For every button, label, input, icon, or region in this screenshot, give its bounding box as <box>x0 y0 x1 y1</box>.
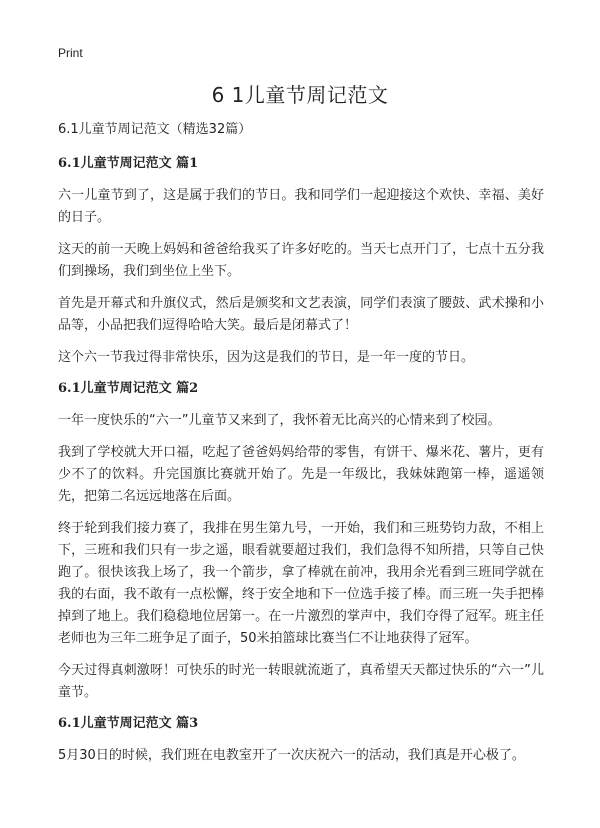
section-heading: 6.1儿童节周记范文 篇3 <box>58 716 199 731</box>
section-heading: 6.1儿童节周记范文 篇2 <box>58 381 199 396</box>
paragraph: 一年一度快乐的“六一”儿童节又来到了，我怀着无比高兴的心情来到了校园。 <box>58 413 501 428</box>
section-3 <box>58 714 544 767</box>
document-subtitle: 6.1儿童节周记范文（精选32篇） <box>58 122 252 137</box>
paragraph: 这天的前一天晚上妈妈和爸爸给我买了许多好吃的。当天七点开门了，七点十五分我们到操场，我们到坐位上坐下。 <box>58 242 544 279</box>
paragraph: 首先是开幕式和升旗仪式，然后是颁奖和文艺表演，同学们表演了腰鼓、武术操和小品等，小品把我们逗得哈哈大笑。最后是闭幕式了！ <box>58 296 544 333</box>
paragraph: 这个六一节我过得非常快乐，因为这是我们的节日，是一年一度的节日。 <box>58 350 475 365</box>
paragraph: 六一儿童节到了，这是属于我们的节日。我和同学们一起迎接这个欢快、幸福、美好的日子。 <box>58 188 544 225</box>
section-1 <box>58 154 544 369</box>
paragraph: 我到了学校就大开口福，吃起了爸爸妈妈给带的零售，有饼干、爆米花、薯片，更有少不了的饮料。升完国旗比赛就开始了。先是一年级比，我妹妹跑第一棒，遥遥领先，把第二名远远地落在后面。 <box>58 445 544 504</box>
paragraph: 终于轮到我们接力赛了，我排在男生第九号，一开始，我们和三班势钧力敌，不相上下，三班和我们只有一步之遥，眼看就要超过我们，我们急得不知所措，只等自己快跑了。很快该我上场了，我一个箭步，拿了棒就在前冲，我用余光看到三班同学就在我的右面，我不敢有一点松懈，终于安全地和下一位选手接了棒。而三班一失手把棒掉到了地上。我们稳稳地位居第一。在一片激烈的掌声中，我们夺得了冠军。班主任老师也为三年二班争足了面子，50米拍篮球比赛当仁不让地获得了冠军。 <box>58 521 544 646</box>
paragraph: 今天过得真刺激呀！可快乐的时光一转眼就流逝了，真希望天天都过快乐的“六一”儿童节。 <box>58 663 544 700</box>
print-link[interactable]: Print <box>58 46 83 60</box>
section-2 <box>58 379 544 704</box>
section-heading: 6.1儿童节周记范文 篇1 <box>58 156 199 171</box>
document-title: 6 1儿童节周记范文 <box>211 83 389 107</box>
document-body <box>58 120 544 777</box>
paragraph: 5月30日的时候，我们班在电教室开了一次庆祝六一的活动，我们真是开心极了。 <box>58 748 525 763</box>
